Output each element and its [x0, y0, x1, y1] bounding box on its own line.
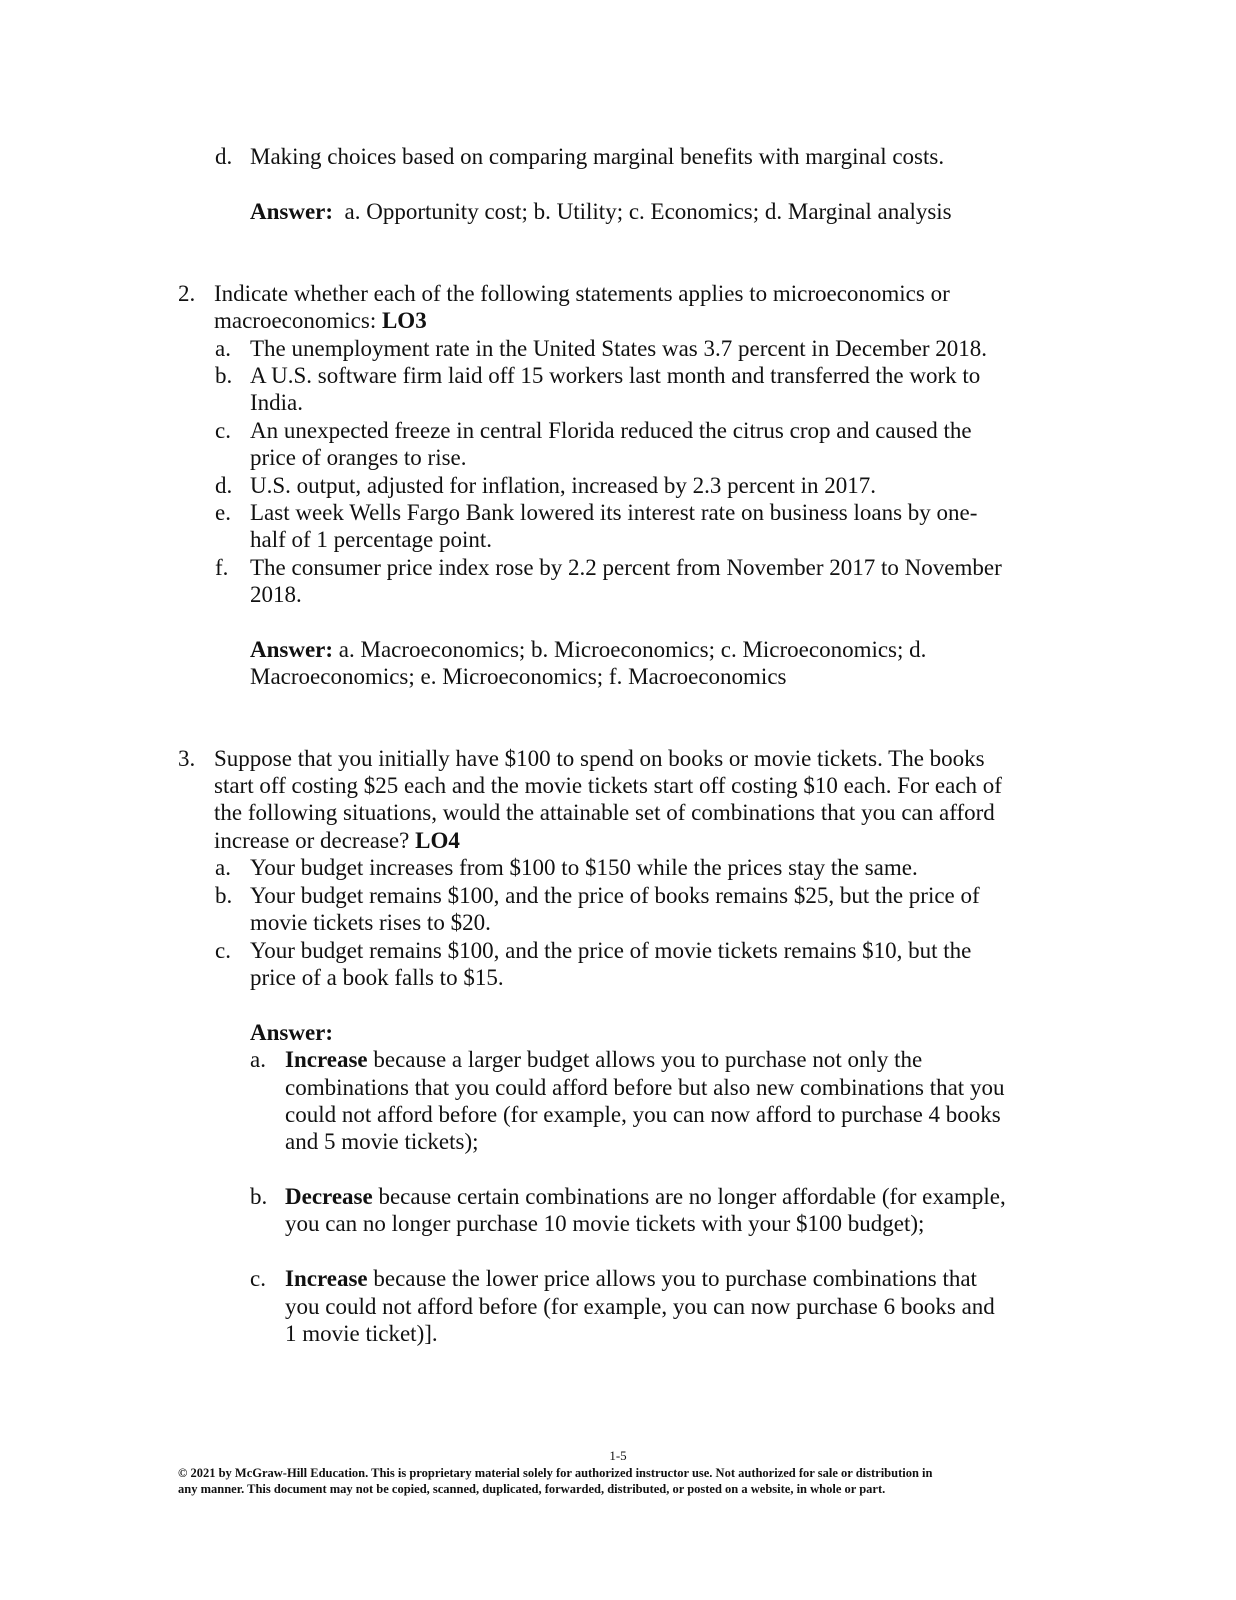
q1-item-d-marker: d.: [215, 144, 233, 169]
q2-item-d-line1: U.S. output, adjusted for inflation, increased by 2.3 percent in 2017.: [250, 473, 876, 498]
q3-answer-a-text: because a larger budget allows you to purchase not only the: [367, 1047, 923, 1072]
q3-item-b-marker: b.: [215, 883, 233, 908]
q1-answer-label: Answer:: [250, 199, 334, 224]
q3-stem-line2: start off costing $25 each and the movie tickets start off costing $10 each. For each of: [214, 773, 1002, 798]
q3-answer-b-line1: [285, 1183, 1006, 1211]
q3-stem-line4: [214, 827, 460, 855]
q3-answer-b-marker: b.: [250, 1184, 268, 1209]
q3-item-a-marker: a.: [215, 855, 231, 880]
q3-item-c-line2: price of a book falls to $15.: [250, 965, 504, 990]
q3-answer-c-text: because the lower price allows you to purchase combinations that: [367, 1266, 977, 1291]
q1-item-d-text: Making choices based on comparing marginal benefits with marginal costs.: [250, 144, 945, 169]
q2-item-c-marker: c.: [215, 418, 231, 443]
q3-answer-a-line2: combinations that you could afford before but also new combinations that you: [285, 1075, 1005, 1100]
copyright-line2: any manner. This document may not be copied, scanned, duplicated, forwarded, distributed, or posted on a website, in whole or part.: [178, 1482, 886, 1496]
q2-answer-label: Answer:: [250, 637, 334, 662]
q2-item-e-marker: e.: [215, 500, 231, 525]
q3-item-c-marker: c.: [215, 938, 231, 963]
q2-item-a-line1: The unemployment rate in the United States was 3.7 percent in December 2018.: [250, 336, 988, 361]
q3-answer-c-line2: you could not afford before (for example, you can now purchase 6 books and: [285, 1294, 995, 1319]
q2-number: 2.: [178, 281, 196, 306]
q3-answer-c-line1: [285, 1265, 977, 1293]
q2-item-b-line2: India.: [250, 390, 304, 415]
q2-item-a-marker: a.: [215, 336, 231, 361]
q3-number: 3.: [178, 746, 196, 771]
q2-learning-objective: LO3: [381, 308, 427, 333]
q3-item-c-line1: Your budget remains $100, and the price of movie tickets remains $10, but the: [250, 938, 972, 963]
q2-answer-line2: Macroeconomics; e. Microeconomics; f. Macroeconomics: [250, 664, 787, 689]
q3-stem-line1: Suppose that you initially have $100 to spend on books or movie tickets. The books: [214, 746, 985, 771]
q2-item-c-line1: An unexpected freeze in central Florida reduced the citrus crop and caused the: [250, 418, 972, 443]
q3-answer-a-line3: could not afford before (for example, you can now afford to purchase 4 books: [285, 1102, 1001, 1127]
q2-item-b-line1: A U.S. software firm laid off 15 workers last month and transferred the work to: [250, 363, 981, 388]
q3-item-b-line1: Your budget remains $100, and the price of books remains $25, but the price of: [250, 883, 980, 908]
q3-answer-c-verdict: Increase: [285, 1266, 368, 1291]
q3-answer-a-line4: and 5 movie tickets);: [285, 1129, 479, 1154]
q3-answer-c-marker: c.: [250, 1266, 266, 1291]
q2-stem-line1: Indicate whether each of the following statements applies to microeconomics or: [214, 281, 950, 306]
q2-item-b-marker: b.: [215, 363, 233, 388]
q3-answer-c-line3: 1 movie ticket)].: [285, 1321, 438, 1346]
q2-item-f-line1: The consumer price index rose by 2.2 percent from November 2017 to November: [250, 555, 1002, 580]
q2-stem-text: macroeconomics:: [214, 308, 377, 333]
copyright-line1: © 2021 by McGraw-Hill Education. This is proprietary material solely for authorized instructor use. Not authorized for sale or distribution in: [178, 1466, 933, 1480]
q3-answer-label: Answer:: [250, 1020, 334, 1045]
q3-answer-a-marker: a.: [250, 1047, 266, 1072]
q3-answer-a-verdict: Increase: [285, 1047, 368, 1072]
q2-item-f-marker: f.: [215, 555, 229, 580]
q2-answer-line1: [250, 636, 926, 664]
q1-answer: [250, 198, 952, 226]
q2-item-f-line2: 2018.: [250, 582, 302, 607]
q2-item-d-marker: d.: [215, 473, 233, 498]
q3-stem-line3: the following situations, would the attainable set of combinations that you can afford: [214, 800, 995, 825]
page-number: 1-5: [609, 1448, 627, 1463]
q3-answer-b-line2: you can no longer purchase 10 movie tickets with your $100 budget);: [285, 1211, 925, 1236]
q3-answer-a-line1: [285, 1046, 922, 1074]
q3-item-a-line1: Your budget increases from $100 to $150 while the prices stay the same.: [250, 855, 918, 880]
q2-answer-text1: a. Macroeconomics; b. Microeconomics; c. Microeconomics; d.: [338, 637, 927, 662]
q3-answer-b-text: because certain combinations are no longer affordable (for example,: [372, 1184, 1006, 1209]
q2-item-e-line2: half of 1 percentage point.: [250, 527, 493, 552]
q2-item-e-line1: Last week Wells Fargo Bank lowered its interest rate on business loans by one-: [250, 500, 978, 525]
q3-stem-text: increase or decrease?: [214, 828, 410, 853]
q2-item-c-line2: price of oranges to rise.: [250, 445, 467, 470]
q3-answer-b-verdict: Decrease: [285, 1184, 373, 1209]
q1-answer-text: a. Opportunity cost; b. Utility; c. Economics; d. Marginal analysis: [344, 199, 952, 224]
q2-stem-line2: [214, 307, 427, 335]
q3-item-b-line2: movie tickets rises to $20.: [250, 910, 491, 935]
q3-learning-objective: LO4: [415, 828, 460, 853]
